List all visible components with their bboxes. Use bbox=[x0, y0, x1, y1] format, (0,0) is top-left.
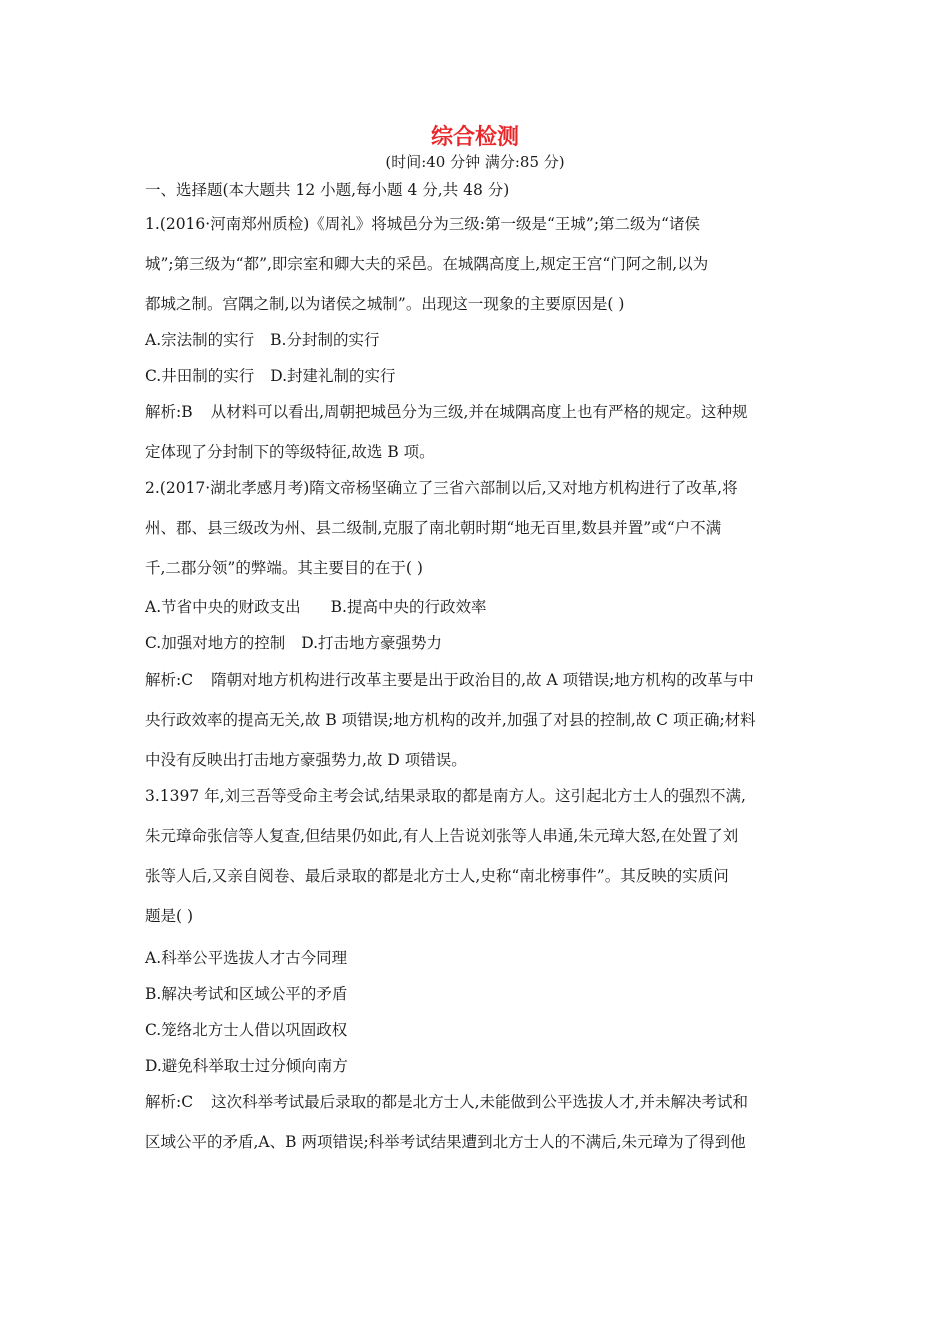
question-2-answer-label: 解析:C bbox=[145, 671, 194, 689]
question-3-answer-text: 这次科举考试最后录取的都是北方士人,未能做到公平选拔人才,并未解决考试和 bbox=[211, 1093, 748, 1111]
question-2-options-row-1 bbox=[145, 595, 486, 619]
question-1-answer-text: 从材料可以看出,周朝把城邑分为三级,并在城隅高度上也有严格的规定。这种规 bbox=[210, 403, 748, 421]
question-1-stem-line-3: 都城之制。宫隅之制,以为诸侯之城制”。出现这一现象的主要原因是( ) bbox=[145, 295, 625, 313]
question-2-option-c: C.加强对地方的控制 bbox=[145, 634, 286, 652]
question-1-answer-label: 解析:B bbox=[145, 403, 193, 421]
question-2-option-a: A.节省中央的财政支出 bbox=[145, 598, 301, 616]
question-1-answer-line-1 bbox=[145, 400, 747, 424]
question-1-option-a: A.宗法制的实行 bbox=[145, 331, 255, 349]
question-3-answer-label: 解析:C bbox=[145, 1093, 194, 1111]
question-2-answer-line-3: 中没有反映出打击地方豪强势力,故 D 项错误。 bbox=[145, 751, 467, 769]
question-1-options-row-1 bbox=[145, 328, 379, 352]
question-2-stem-line-2: 州、郡、县三级改为州、县二级制,克服了南北朝时期“地无百里,数县并置”或“户不满 bbox=[145, 519, 722, 537]
question-2-answer-line-1 bbox=[145, 668, 754, 692]
question-1-answer-line-2: 定体现了分封制下的等级特征,故选 B 项。 bbox=[145, 443, 435, 461]
page-title: 综合检测 bbox=[430, 125, 519, 150]
exam-info: (时间:40 分钟 满分:85 分) bbox=[385, 153, 565, 171]
question-3-stem-line-4: 题是( ) bbox=[145, 907, 194, 925]
question-3-option-d: D.避免科举取士过分倾向南方 bbox=[145, 1057, 348, 1075]
question-3-stem-line-1: 3.1397 年,刘三吾等受命主考会试,结果录取的都是南方人。这引起北方士人的强烈不满, bbox=[145, 787, 746, 805]
question-2-answer-line-2: 央行政效率的提高无关,故 B 项错误;地方机构的改并,加强了对县的控制,故 C 项正确;材料 bbox=[145, 711, 756, 729]
question-3-option-a: A.科举公平选拔人才古今同理 bbox=[145, 949, 348, 967]
question-2-stem-line-1: 2.(2017·湖北孝感月考)隋文帝杨坚确立了三省六部制以后,又对地方机构进行了改革,将 bbox=[145, 479, 738, 497]
question-1-stem-line-1: 1.(2016·河南郑州质检)《周礼》将城邑分为三级:第一级是“王城”;第二级为“诸侯 bbox=[145, 215, 700, 233]
question-3-option-c: C.笼络北方士人借以巩固政权 bbox=[145, 1021, 348, 1039]
question-2-options-row-2 bbox=[145, 631, 442, 655]
question-3-answer-line-2: 区域公平的矛盾,A、B 两项错误;科举考试结果遭到北方士人的不满后,朱元璋为了得到他 bbox=[145, 1133, 746, 1151]
question-1-stem-line-2: 城”;第三级为“都”,即宗室和卿大夫的采邑。在城隅高度上,规定王宫“门阿之制,以为 bbox=[145, 255, 709, 273]
question-1-option-b: B.分封制的实行 bbox=[270, 331, 380, 349]
question-2-stem-line-3: 千,二郡分领”的弊端。其主要目的在于( ) bbox=[145, 559, 423, 577]
question-3-stem-line-3: 张等人后,又亲自阅卷、最后录取的都是北方士人,史称“南北榜事件”。其反映的实质问 bbox=[145, 867, 729, 885]
question-1-options-row-2 bbox=[145, 364, 396, 388]
question-3-answer-line-1 bbox=[145, 1090, 748, 1114]
section-heading: 一、选择题(本大题共 12 小题,每小题 4 分,共 48 分) bbox=[145, 181, 510, 199]
question-2-option-d: D.打击地方豪强势力 bbox=[301, 634, 443, 652]
question-1-option-c: C.井田制的实行 bbox=[145, 367, 255, 385]
question-3-option-b: B.解决考试和区域公平的矛盾 bbox=[145, 985, 348, 1003]
question-1-option-d: D.封建礼制的实行 bbox=[270, 367, 396, 385]
question-2-option-b: B.提高中央的行政效率 bbox=[330, 598, 487, 616]
question-3-stem-line-2: 朱元璋命张信等人复查,但结果仍如此,有人上告说刘张等人串通,朱元璋大怒,在处置了刘 bbox=[145, 827, 739, 845]
question-2-answer-text: 隋朝对地方机构进行改革主要是出于政治目的,故 A 项错误;地方机构的改革与中 bbox=[211, 671, 754, 689]
